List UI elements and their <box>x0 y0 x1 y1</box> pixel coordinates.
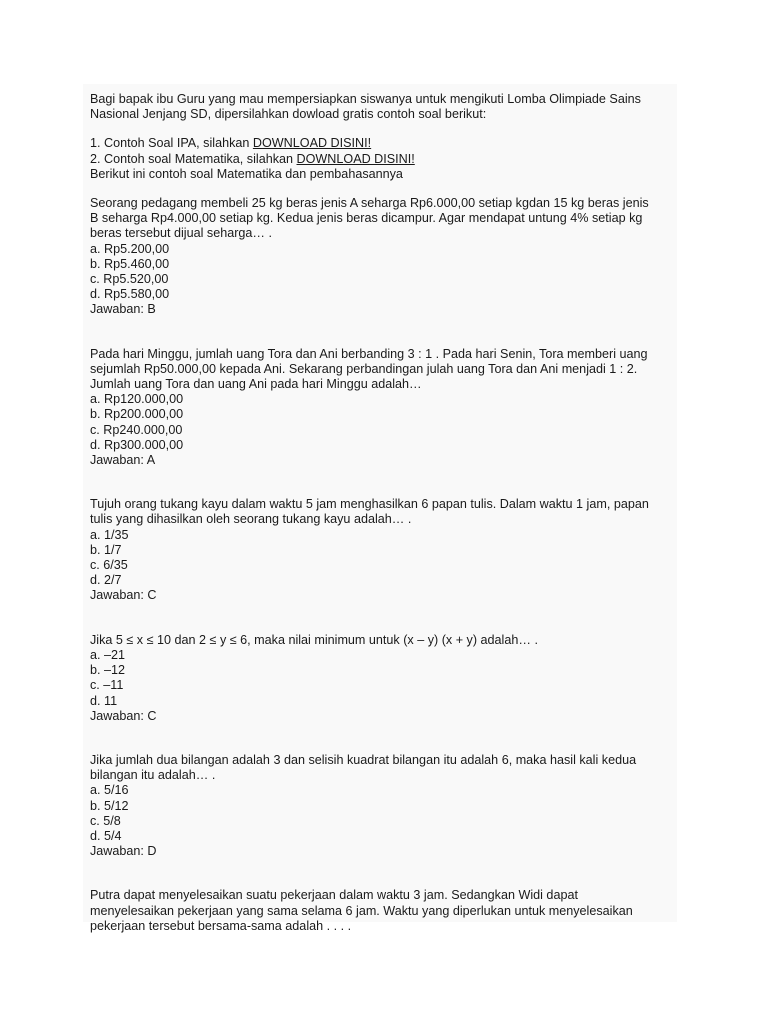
option-c: c. 6/35 <box>90 558 128 573</box>
intro-paragraph: Bagi bapak ibu Guru yang mau mempersiapkan siswanya untuk mengikuti Lomba Olimpiade Sains Nasional Jenjang SD, dipersilahkan dowload gratis contoh soal berikut: <box>90 92 641 122</box>
option-d: d. Rp300.000,00 <box>90 437 184 452</box>
answer: Jawaban: A <box>90 453 156 468</box>
download-list <box>90 136 690 166</box>
download-link-matematika[interactable]: DOWNLOAD DISINI! <box>296 151 415 166</box>
question-text: Seorang pedagang membeli 25 kg beras jenis A seharga Rp6.000,00 setiap kgdan 15 kg beras jenis B seharga Rp4.000,00 setiap kg. Kedua jenis beras dicampur. Agar mendapat untung 4% setiap kg beras tersebut dijual seharga… . <box>90 196 649 241</box>
option-c: c. –11 <box>90 678 124 693</box>
option-a: a. 5/16 <box>90 783 129 798</box>
option-d: d. 5/4 <box>90 828 122 843</box>
download-link-ipa[interactable]: DOWNLOAD DISINI! <box>252 136 372 151</box>
option-b: b. Rp5.460,00 <box>90 256 170 271</box>
question-4 <box>90 633 690 724</box>
option-c: c. Rp240.000,00 <box>90 422 183 437</box>
question-text: Jika 5 ≤ x ≤ 10 dan 2 ≤ y ≤ 6, maka nilai minimum untuk (x – y) (x + y) adalah… . <box>90 632 538 647</box>
question-text: Putra dapat menyelesaikan suatu pekerjaan dalam waktu 3 jam. Sedangkan Widi dapat menyelesaikan pekerjaan yang sama selama 6 jam. Waktu yang diperlukan untuk menyelesaikan pekerjaan tersebut bersama-sama adalah . . . . <box>90 888 633 933</box>
option-b: b. –12 <box>90 663 126 678</box>
question-text: Tujuh orang tukang kayu dalam waktu 5 jam menghasilkan 6 papan tulis. Dalam waktu 1 jam, papan tulis yang dihasilkan oleh seorang tukang kayu adalah… . <box>90 497 649 527</box>
download-item-ipa: 1. Contoh Soal IPA, silahkan DOWNLOAD DISINI! <box>90 136 372 151</box>
question-3 <box>90 497 690 603</box>
option-d: d. 2/7 <box>90 573 122 588</box>
answer: Jawaban: C <box>90 588 157 603</box>
option-b: b. Rp200.000,00 <box>90 407 184 422</box>
option-a: a. –21 <box>90 647 126 662</box>
option-d: d. 11 <box>90 693 118 708</box>
answer: Jawaban: B <box>90 302 156 317</box>
option-c: c. 5/8 <box>90 813 121 828</box>
answer: Jawaban: D <box>90 844 157 859</box>
option-d: d. Rp5.580,00 <box>90 287 170 302</box>
question-1 <box>90 196 690 318</box>
question-2 <box>90 347 690 469</box>
question-text: Jika jumlah dua bilangan adalah 3 dan selisih kuadrat bilangan itu adalah 6, maka hasil kali kedua bilangan itu adalah… . <box>90 752 637 783</box>
option-b: b. 5/12 <box>90 798 129 813</box>
question-6 <box>90 888 690 934</box>
document-content <box>90 92 690 934</box>
question-5 <box>90 753 690 859</box>
answer: Jawaban: C <box>90 708 157 723</box>
question-text: Pada hari Minggu, jumlah uang Tora dan Ani berbanding 3 : 1 . Pada hari Senin, Tora memberi uang sejumlah Rp50.000,00 kepada Ani. Sekarang perbandingan julah uang Tora dan Ani menjadi 1 : 2. Jumlah uang Tora dan uang Ani pada hari Minggu adalah… <box>90 346 648 392</box>
option-a: a. Rp120.000,00 <box>90 392 184 407</box>
subheading: Berikut ini contoh soal Matematika dan pembahasannya <box>90 166 403 181</box>
option-b: b. 1/7 <box>90 542 122 557</box>
option-a: a. 1/35 <box>90 527 129 542</box>
option-a: a. Rp5.200,00 <box>90 241 170 256</box>
option-c: c. Rp5.520,00 <box>90 272 169 287</box>
download-item-matematika: 2. Contoh soal Matematika, silahkan DOWNLOAD DISINI! <box>90 151 415 166</box>
